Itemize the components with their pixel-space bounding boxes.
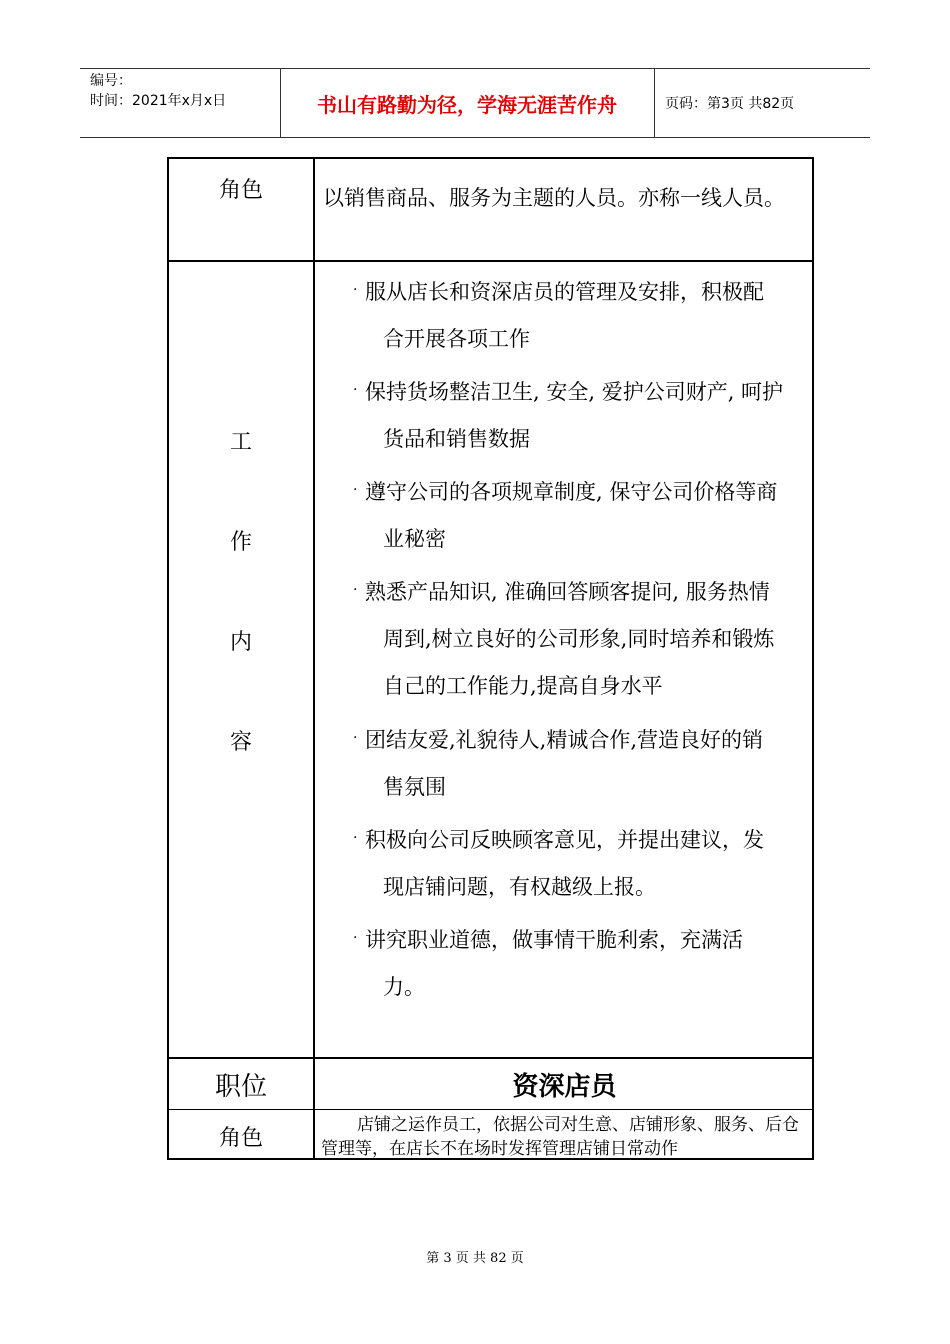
header-motto: 书山有路勤为径，学海无涯苦作舟 — [280, 69, 655, 137]
role-label: 角色 — [218, 178, 263, 203]
work-item-line: 团结友爱,礼貌待人,精诚合作,营造良好的销 — [365, 728, 764, 752]
work-item-line: 合开展各项工作 — [383, 327, 530, 351]
role-description-senior: 店铺之运作员工，依据公司对生意、店铺形象、服务、后仓管理等，在店长不在场时发挥管理店铺日常动作 — [321, 1115, 799, 1159]
role-description: 以销售商品、服务为主题的人员。亦称一线人员。 — [323, 186, 785, 210]
work-item-line: 保持货场整洁卫生, 安全, 爱护公司财产, 呵护 — [365, 380, 784, 404]
work-item-line: 遵守公司的各项规章制度, 保守公司价格等商 — [365, 480, 778, 504]
bullet-icon: · — [353, 930, 358, 946]
work-item-line: 售氛围 — [383, 775, 446, 799]
work-item — [353, 269, 815, 363]
header-page-info: 页码：第3页 共82页 — [665, 96, 795, 112]
page-footer: 第 3 页 共 82 页 — [426, 1251, 524, 1266]
work-item — [353, 569, 815, 710]
document-date: 时间：2021年x月x日 — [90, 93, 227, 109]
work-item — [353, 817, 815, 911]
bullet-icon: · — [353, 830, 358, 846]
position-value: 资深店员 — [512, 1071, 617, 1102]
work-item-line: 服从店长和资深店员的管理及安排，积极配 — [365, 280, 764, 304]
table-row-divider — [169, 260, 812, 262]
bullet-icon: · — [353, 282, 358, 298]
document-number-label: 编号： — [90, 73, 132, 89]
work-item — [353, 469, 815, 563]
work-item-line: 货品和销售数据 — [383, 427, 530, 451]
work-content-label-char: 容 — [229, 730, 252, 755]
work-item-line: 自己的工作能力,提高自身水平 — [383, 674, 663, 698]
role-label-senior: 角色 — [218, 1125, 263, 1151]
header-meta — [80, 69, 281, 137]
work-content-label-char: 工 — [229, 430, 252, 455]
bullet-icon: · — [353, 382, 358, 398]
work-content-label-char: 内 — [229, 630, 252, 655]
bullet-icon: · — [353, 482, 358, 498]
work-item-line: 积极向公司反映顾客意见，并提出建议，发 — [365, 828, 764, 852]
table-column-divider — [313, 159, 315, 1158]
bullet-icon: · — [353, 730, 358, 746]
work-item-line: 业秘密 — [383, 527, 446, 551]
job-description-table — [167, 157, 814, 1160]
work-content-label-char: 作 — [229, 530, 252, 555]
work-item — [353, 369, 815, 463]
work-item-line: 力。 — [383, 975, 425, 999]
bullet-icon: · — [353, 582, 358, 598]
work-item-line: 讲究职业道德，做事情干脆利索，充满活 — [365, 928, 743, 952]
position-label: 职位 — [214, 1071, 267, 1102]
work-item-line: 现店铺问题，有权越级上报。 — [383, 875, 656, 899]
table-row-divider — [169, 1109, 812, 1110]
page-header — [80, 68, 870, 138]
work-item — [353, 917, 815, 1011]
work-item-line: 周到,树立良好的公司形象,同时培养和锻炼 — [383, 627, 775, 651]
work-item — [353, 717, 815, 811]
work-item-line: 熟悉产品知识, 准确回答顾客提问, 服务热情 — [365, 580, 770, 604]
